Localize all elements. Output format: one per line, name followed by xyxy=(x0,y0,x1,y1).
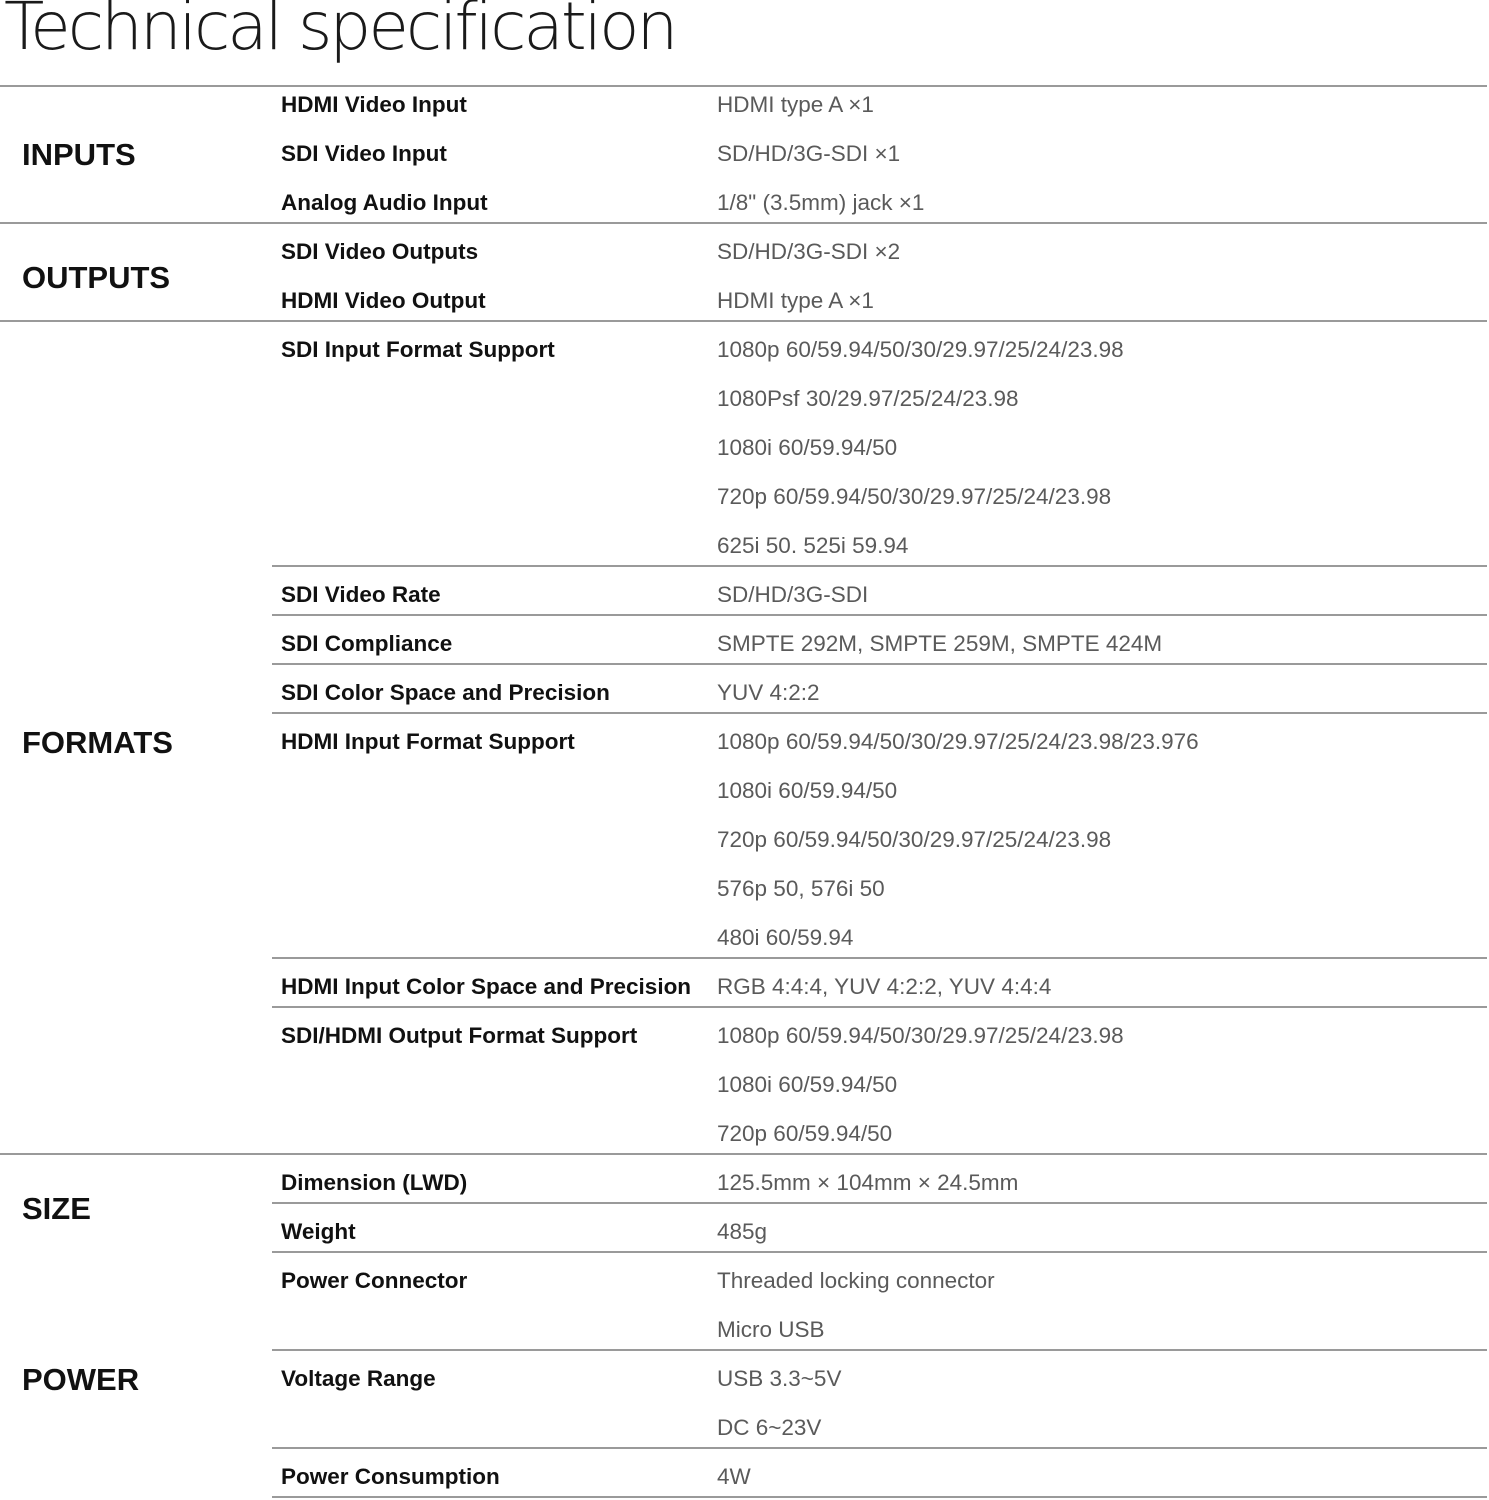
spec-value: DC 6~23V xyxy=(717,1415,822,1440)
spec-value: 1080p 60/59.94/50/30/29.97/25/24/23.98/23.976 xyxy=(717,729,1199,754)
spec-label: SDI Color Space and Precision xyxy=(281,680,610,705)
row-divider xyxy=(272,1006,1487,1008)
spec-label: Voltage Range xyxy=(281,1366,436,1391)
spec-value: SD/HD/3G-SDI xyxy=(717,582,869,607)
spec-value: SD/HD/3G-SDI ×2 xyxy=(717,239,901,264)
group-heading-power: POWER xyxy=(22,1362,140,1397)
spec-value: Threaded locking connector xyxy=(717,1268,995,1293)
spec-label: HDMI Video Input xyxy=(281,92,467,117)
group-heading-size: SIZE xyxy=(22,1190,91,1226)
spec-value: 1080i 60/59.94/50 xyxy=(717,1072,898,1097)
spec-value: HDMI type A ×1 xyxy=(717,92,874,117)
section-divider xyxy=(0,1153,1487,1155)
spec-label: HDMI Input Color Space and Precision xyxy=(281,974,692,999)
spec-value: HDMI type A ×1 xyxy=(717,288,874,313)
spec-value: 125.5mm × 104mm × 24.5mm xyxy=(717,1170,1019,1195)
spec-value: RGB 4:4:4, YUV 4:2:2, YUV 4:4:4 xyxy=(717,974,1052,999)
spec-value: SD/HD/3G-SDI ×1 xyxy=(717,141,901,166)
spec-value: USB 3.3~5V xyxy=(717,1366,842,1391)
spec-value: 625i 50. 525i 59.94 xyxy=(717,533,909,558)
spec-value: 1080Psf 30/29.97/25/24/23.98 xyxy=(717,386,1019,411)
row-divider xyxy=(272,1251,1487,1253)
spec-value: 1/8" (3.5mm) jack ×1 xyxy=(717,190,925,215)
spec-label: SDI Video Rate xyxy=(281,582,441,607)
spec-label: SDI/HDMI Output Format Support xyxy=(281,1023,638,1048)
spec-value: 480i 60/59.94 xyxy=(717,925,854,950)
spec-label: HDMI Input Format Support xyxy=(281,729,575,754)
row-divider xyxy=(272,614,1487,616)
divider xyxy=(0,85,1487,87)
spec-value: YUV 4:2:2 xyxy=(717,680,820,705)
spec-value: 576p 50, 576i 50 xyxy=(717,876,885,901)
section-divider xyxy=(0,222,1487,224)
row-divider xyxy=(272,1496,1487,1498)
spec-label: Weight xyxy=(281,1219,356,1244)
row-divider xyxy=(272,1202,1487,1204)
spec-value: 485g xyxy=(717,1219,768,1244)
spec-value: 720p 60/59.94/50/30/29.97/25/24/23.98 xyxy=(717,827,1112,852)
row-divider xyxy=(272,1447,1487,1449)
spec-value: 4W xyxy=(717,1464,751,1489)
spec-value: SMPTE 292M, SMPTE 259M, SMPTE 424M xyxy=(717,631,1163,656)
row-divider xyxy=(272,565,1487,567)
spec-label: Analog Audio Input xyxy=(281,190,488,215)
spec-label: Power Connector xyxy=(281,1268,468,1293)
spec-label: Power Consumption xyxy=(281,1464,500,1489)
section-divider xyxy=(0,320,1487,322)
spec-label: HDMI Video Output xyxy=(281,288,486,313)
row-divider xyxy=(272,957,1487,959)
spec-label: SDI Compliance xyxy=(281,631,453,656)
row-divider xyxy=(272,663,1487,665)
spec-value: 1080i 60/59.94/50 xyxy=(717,778,898,803)
spec-label: SDI Video Input xyxy=(281,141,447,166)
row-divider xyxy=(272,1349,1487,1351)
page-title: Technical specification xyxy=(4,0,676,65)
spec-label: Dimension (LWD) xyxy=(281,1170,468,1195)
group-heading-inputs: INPUTS xyxy=(22,137,136,172)
row-divider xyxy=(272,712,1487,714)
spec-value: 720p 60/59.94/50 xyxy=(717,1121,893,1146)
spec-label: SDI Input Format Support xyxy=(281,337,555,362)
spec-label: SDI Video Outputs xyxy=(281,239,479,264)
group-heading-formats: FORMATS xyxy=(22,725,173,760)
group-heading-outputs: OUTPUTS xyxy=(22,259,171,295)
spec-value: 1080p 60/59.94/50/30/29.97/25/24/23.98 xyxy=(717,337,1124,362)
spec-value: 720p 60/59.94/50/30/29.97/25/24/23.98 xyxy=(717,484,1112,509)
spec-value: 1080i 60/59.94/50 xyxy=(717,435,898,460)
spec-value: 1080p 60/59.94/50/30/29.97/25/24/23.98 xyxy=(717,1023,1124,1048)
spec-value: Micro USB xyxy=(717,1317,825,1342)
